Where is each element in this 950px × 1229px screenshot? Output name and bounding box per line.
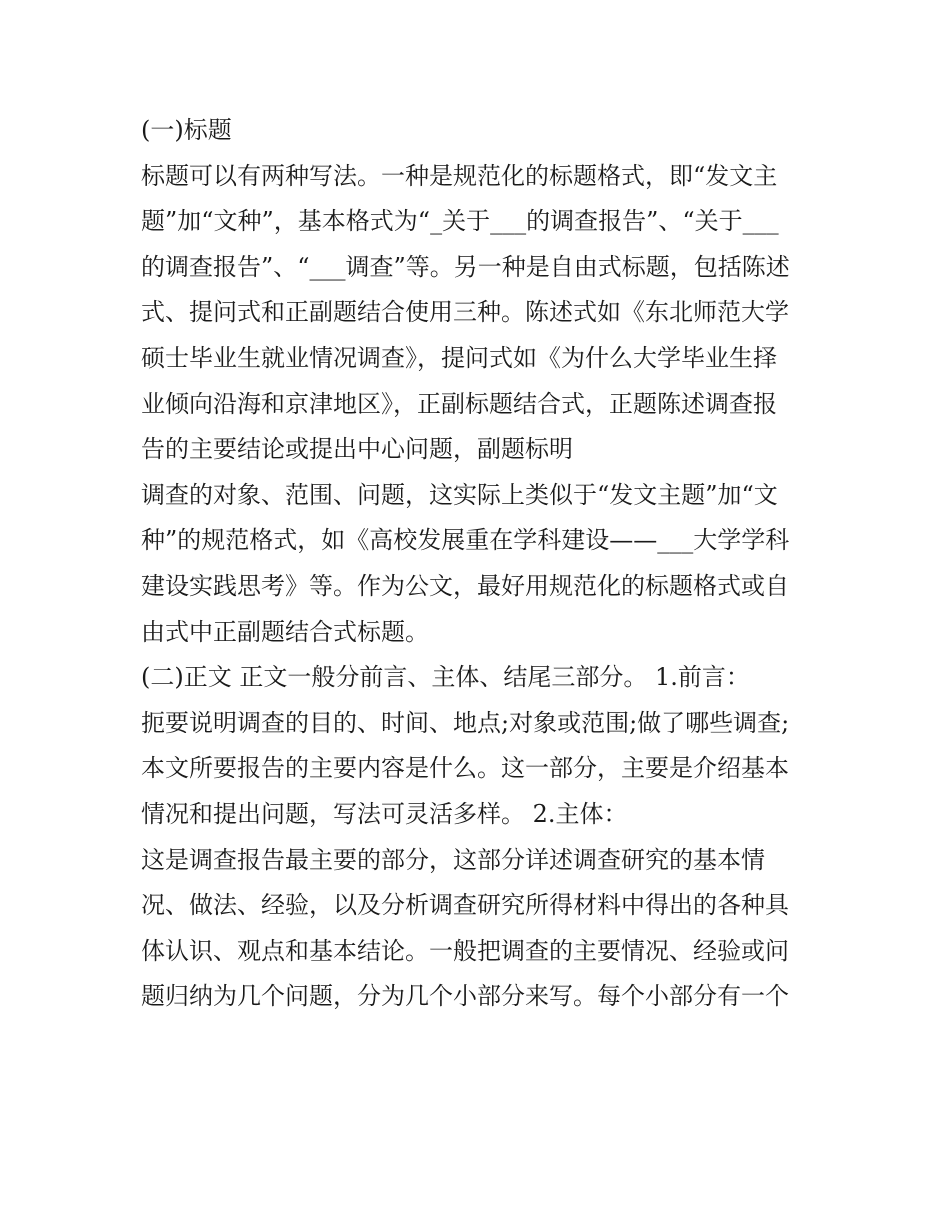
text-line: 本文所要报告的主要内容是什么。这一部分，主要是介绍基本	[141, 754, 789, 783]
text-line: 体认识、观点和基本结论。一般把调查的主要情况、经验或问	[141, 936, 789, 965]
text-line: 硕士毕业生就业情况调查》，提问式如《为什么大学毕业生择	[141, 343, 777, 372]
section-heading-body: (二)正文 正文一般分前言、主体、结尾三部分。 1.前言：	[141, 663, 750, 692]
text-line: 扼要说明调查的目的、时间、地点;对象或范围;做了哪些调查;	[141, 708, 790, 737]
document-body	[141, 108, 813, 1020]
text-line: 式、提问式和正副题结合使用三种。陈述式如《东北师范大学	[141, 298, 789, 327]
text-line: 情况和提出问题，写法可灵活多样。 2.主体：	[141, 799, 628, 828]
text-line: 告的主要结论或提出中心问题，副题标明	[141, 435, 573, 464]
text-line: 题”加“文种”，基本格式为“_关于___的调查报告”、“关于___	[141, 207, 779, 236]
text-line: 这是调查报告最主要的部分，这部分详述调查研究的基本情	[141, 845, 765, 874]
text-line: 调查的对象、范围、问题，这实际上类似于“发文主题”加“文	[141, 480, 778, 509]
text-line: 建设实践思考》等。作为公文，最好用规范化的标题格式或自	[141, 571, 789, 600]
text-line: 标题可以有两种写法。一种是规范化的标题格式，即“发文主	[141, 161, 778, 190]
text-line: 业倾向沿海和京津地区》，正副标题结合式，正题陈述调查报	[141, 389, 777, 418]
text-line: 种”的规范格式，如《高校发展重在学科建设——___大学学科	[141, 526, 790, 555]
text-line: 题归纳为几个问题，分为几个小部分来写。每个小部分有一个	[141, 982, 789, 1011]
text-line: 由式中正副题结合式标题。	[141, 617, 429, 646]
section-heading-title: (一)标题	[141, 116, 232, 144]
text-line: 的调查报告”、“___调查”等。另一种是自由式标题，包括陈述	[141, 252, 790, 281]
text-line: 况、做法、经验，以及分析调查研究所得材料中得出的各种具	[141, 891, 789, 920]
